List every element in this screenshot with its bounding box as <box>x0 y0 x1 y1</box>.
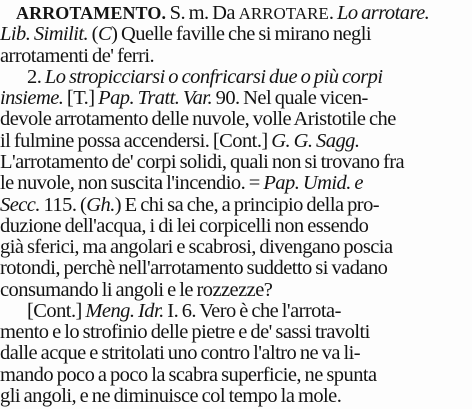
headword: ARROTAMENTO. <box>16 3 167 23</box>
text-line <box>27 300 472 322</box>
sense-definition: insieme. <box>0 87 64 109</box>
quotation: dalle acque e stritolati uno contro l'altro ne va li- <box>0 342 361 364</box>
editor-marker: [T.] <box>63 87 99 109</box>
quotation: devole arrotamento delle nuvole, volle Aristotile che <box>0 108 396 130</box>
quotation: mento e lo strofinio delle pietre e de' sassi travolti <box>0 321 370 343</box>
text-line <box>0 279 472 301</box>
source-citation: Pap. Tratt. Var. <box>98 87 213 109</box>
source-citation: Secc. <box>0 194 40 216</box>
quotation: gli angoli, e ne diminuisce col tempo la mole. <box>0 385 342 407</box>
quotation: le nuvole, non suscita l'incendio. = <box>0 172 264 194</box>
sense-definition: Lo stropicciarsi o confricarsi due o più corpi <box>44 66 383 88</box>
sense-2-heading <box>27 66 472 88</box>
text-line <box>0 342 472 364</box>
text-line: Lib. Similit. (C) Quelle faville che si mirano negli <box>0 23 372 45</box>
quotation: I. 6. Vero è che l'arrota- <box>163 300 341 322</box>
text-line <box>0 45 472 67</box>
quotation: rotondi, perchè nell'arrotamento suddetto si vadano <box>0 257 388 279</box>
quotation: ) E chi sa che, a principio della pro- <box>114 194 380 216</box>
source-citation: Pap. Umid. e <box>263 172 363 194</box>
source-marker: C <box>97 23 112 45</box>
text-line <box>0 151 472 173</box>
quotation: il fulmine possa accendersi. [Cont.] <box>0 130 272 152</box>
text-line <box>0 236 472 258</box>
text-line <box>0 87 472 109</box>
quotation: duzione dell'acqua, i di lei corpicelli non essendo <box>0 215 369 237</box>
text-line: Secc. 115. (Gh.) E chi sa che, a principio della pro- <box>0 194 380 216</box>
text-line <box>0 130 472 152</box>
text-line <box>0 215 472 237</box>
quotation: 90. Nel quale vicen- <box>212 87 368 109</box>
quotation: mando poco a poco la scabra superficie, ne spunta <box>0 364 377 386</box>
text-line <box>0 321 472 343</box>
sense-number: 2. <box>27 66 45 88</box>
text-line <box>0 364 472 386</box>
editor-marker: [Cont.] <box>27 300 86 322</box>
quotation: arrotamenti de' ferri. <box>0 45 155 67</box>
quotation: consumando li angoli e le rozzezze? <box>0 279 273 301</box>
text-line <box>0 385 472 407</box>
quotation: ) Quelle faville che si mirano negli <box>111 23 372 45</box>
grammar-and-etymology: S. m. Da <box>166 2 239 24</box>
text-line <box>0 257 472 279</box>
source-marker: Gh. <box>86 194 115 216</box>
source-citation: Meng. Idr. <box>85 300 164 322</box>
text-line <box>0 172 472 194</box>
quotation: L'arrotamento de' corpi solidi, quali non si trovano fra <box>0 151 405 173</box>
text-line <box>0 108 472 130</box>
source-citation: Lib. Similit. <box>0 23 89 45</box>
etymon: ARROTARE <box>238 4 329 23</box>
punctuation: . <box>328 2 337 24</box>
entry-headline <box>16 2 472 24</box>
gloss: Lo arrotare. <box>336 2 430 24</box>
quotation: già sferici, ma angolari e scabrosi, divengano poscia <box>0 236 393 258</box>
source-citation: G. G. Sagg. <box>271 130 360 152</box>
